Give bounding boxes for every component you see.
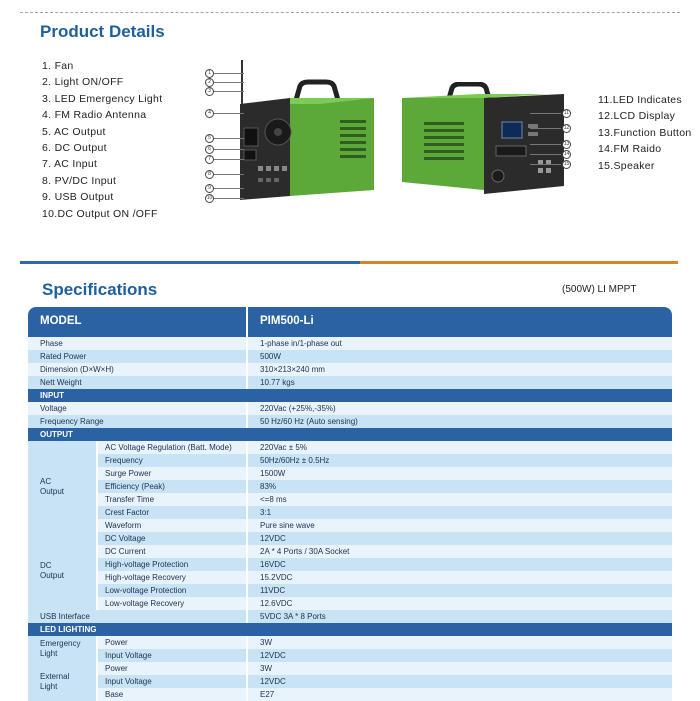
table-row [28,584,672,597]
section-divider-orange [360,261,678,264]
callout-marker: 12 [563,125,570,131]
table-row [28,363,672,376]
table-row [28,558,672,571]
table-row [28,376,672,389]
spec-key: Waveform [105,521,142,530]
spec-key: High-voltage Protection [105,560,189,569]
table-header [28,307,672,337]
spec-value: 15.2VDC [260,573,293,582]
callout-leader-line [214,159,244,160]
row-group-label [28,662,96,701]
feature-item: 9. USB Output [42,191,114,204]
callout-leader-line [214,82,244,83]
spec-key: High-voltage Recovery [105,573,186,582]
table-row [28,597,672,610]
row-group-label-text: Emergency Light [40,639,81,658]
feature-item: 6. DC Output [42,141,107,154]
row-group-label [28,636,96,662]
spec-value: 1-phase in/1-phase out [260,339,342,348]
callout-marker: 8 [205,170,214,179]
table-row [28,571,672,584]
spec-key: Input Voltage [105,651,152,660]
table-section-header: LED LIGHTING [28,623,672,636]
specifications-title: Specifications [42,280,158,299]
feature-item: 1. Fan [42,60,74,72]
spec-key: USB Interface [40,612,90,621]
spec-value: 3W [260,664,272,673]
feature-item: 12.LCD Display [598,110,676,123]
spec-value: 220Vac ± 5% [260,443,307,452]
table-row [28,519,672,532]
table-row [28,636,672,649]
spec-value: Pure sine wave [260,521,315,530]
callout-marker: 6 [205,145,214,154]
spec-value: 50Hz/60Hz ± 0.5Hz [260,456,330,465]
spec-key: Rated Power [40,352,87,361]
row-group-label-text: External Light [40,671,70,691]
spec-value: 220Vac (+25%,-35%) [260,404,336,413]
spec-value: <=8 ms [260,495,287,504]
table-section-header: OUTPUT [28,428,672,441]
callout-leader-line [530,128,561,129]
callout-marker: 14 [563,151,570,157]
callout-marker: 13 [563,141,570,147]
product-image-back [200,56,380,206]
feature-list-right [598,92,698,174]
spec-key: DC Current [105,547,146,556]
table-row [28,649,672,662]
spec-value: 500W [260,352,281,361]
callout-marker: 9 [205,184,214,193]
feature-item: 10.DC Output ON /OFF [42,207,158,220]
spec-value: 12.6VDC [260,599,293,608]
spec-key: Input Voltage [105,677,152,686]
spec-key: Base [105,690,124,699]
model-variant-tag: (500W) LI MPPT [562,284,637,295]
callout-leader-line [214,188,244,189]
callout-leader-line [214,198,244,199]
spec-key: Transfer Time [105,495,155,504]
callout-marker: 2 [205,78,214,87]
feature-item: 13.Function Button [598,126,692,139]
callout-leader-line [214,91,244,92]
table-row [28,350,672,363]
callout-marker: 4 [205,109,214,118]
spec-value: 1500W [260,469,286,478]
callout-marker: 5 [205,134,214,143]
feature-list-left [42,58,192,222]
spec-value: 2A * 4 Ports / 30A Socket [260,547,350,556]
table-row [28,688,672,701]
model-label: MODEL [40,315,82,327]
product-details-title: Product Details [40,22,165,41]
spec-key: Dimension (D×W×H) [40,365,114,374]
callout-leader-line [214,138,244,139]
table-row [28,506,672,519]
spec-key: Nett Weight [40,378,82,387]
feature-item: 5. AC Output [42,125,106,138]
feature-item: 4. FM Radio Antenna [42,109,147,122]
spec-key: Surge Power [105,469,152,478]
callout-marker: 10 [206,195,213,201]
table-row [28,493,672,506]
callout-leader-line [530,164,561,165]
spec-value: 3W [260,638,272,647]
feature-item: 2. Light ON/OFF [42,76,124,89]
callout-leader-line [530,144,561,145]
table-row [28,662,672,675]
callout-leader-line [530,113,561,114]
spec-value: 12VDC [260,651,286,660]
model-value: PIM500-Li [260,315,314,327]
feature-item: 14.FM Raido [598,143,662,156]
callout-marker: 3 [205,87,214,96]
feature-item: 3. LED Emergency Light [42,92,163,105]
callout-leader-line [214,149,244,150]
callout-leader-line [214,113,244,114]
table-row-group [28,441,672,532]
callout-leader-line [214,73,244,74]
table-row-group [28,636,672,662]
feature-item: 11.LED Indicates [598,94,682,106]
spec-value: 50 Hz/60 Hz (Auto sensing) [260,417,358,426]
spec-key: Low-voltage Recovery [105,599,185,608]
feature-item: 8. PV/DC Input [42,174,117,187]
table-row-group [28,532,672,610]
spec-value: 83% [260,482,277,491]
callout-marker: 11 [563,110,570,116]
spec-value: E27 [260,690,275,699]
row-group-label-text: AC Output [40,476,65,496]
spec-key: Frequency [105,456,143,465]
feature-item: 15.Speaker [598,159,655,172]
spec-key: Power [105,638,128,647]
table-row [28,532,672,545]
spec-value: 5VDC 3A * 8 Ports [260,612,326,621]
feature-item: 7. AC Input [42,158,98,171]
callout-marker: 7 [205,155,214,164]
spec-value: 10.77 kgs [260,378,295,387]
table-row [28,467,672,480]
spec-key: DC Voltage [105,534,146,543]
spec-value: 3:1 [260,508,272,517]
table-row [28,675,672,688]
table-section-header: INPUT [28,389,672,402]
table-row [28,610,672,623]
table-row [28,545,672,558]
spec-key: Low-voltage Protection [105,586,187,595]
callout-leader-line [530,154,561,155]
spec-key: Voltage [40,404,67,413]
spec-key: Efficiency (Peak) [105,482,165,491]
spec-key: AC Voltage Regulation (Batt. Mode) [105,443,232,452]
top-dashed-divider [20,12,680,13]
table-row [28,454,672,467]
spec-value: 12VDC [260,534,286,543]
callout-leader-line [214,174,244,175]
table-row [28,402,672,415]
spec-value: 310×213×240 mm [260,365,325,374]
table-row [28,441,672,454]
table-row [28,337,672,350]
specifications-table [28,307,672,701]
row-group-label-text: DC Output [40,561,65,580]
callout-marker: 1 [205,69,214,78]
spec-key: Crest Factor [105,508,150,517]
spec-key: Power [105,664,128,673]
spec-value: 12VDC [260,677,286,686]
table-row [28,480,672,493]
table-row-group [28,662,672,701]
spec-value: 16VDC [260,560,286,569]
row-group-label [28,532,96,610]
spec-key: Phase [40,339,63,348]
section-divider-blue [20,261,360,264]
spec-key: Frequency Range [40,417,104,426]
row-group-label [28,441,96,532]
spec-value: 11VDC [260,586,286,595]
table-row [28,415,672,428]
callout-marker: 15 [563,161,570,167]
